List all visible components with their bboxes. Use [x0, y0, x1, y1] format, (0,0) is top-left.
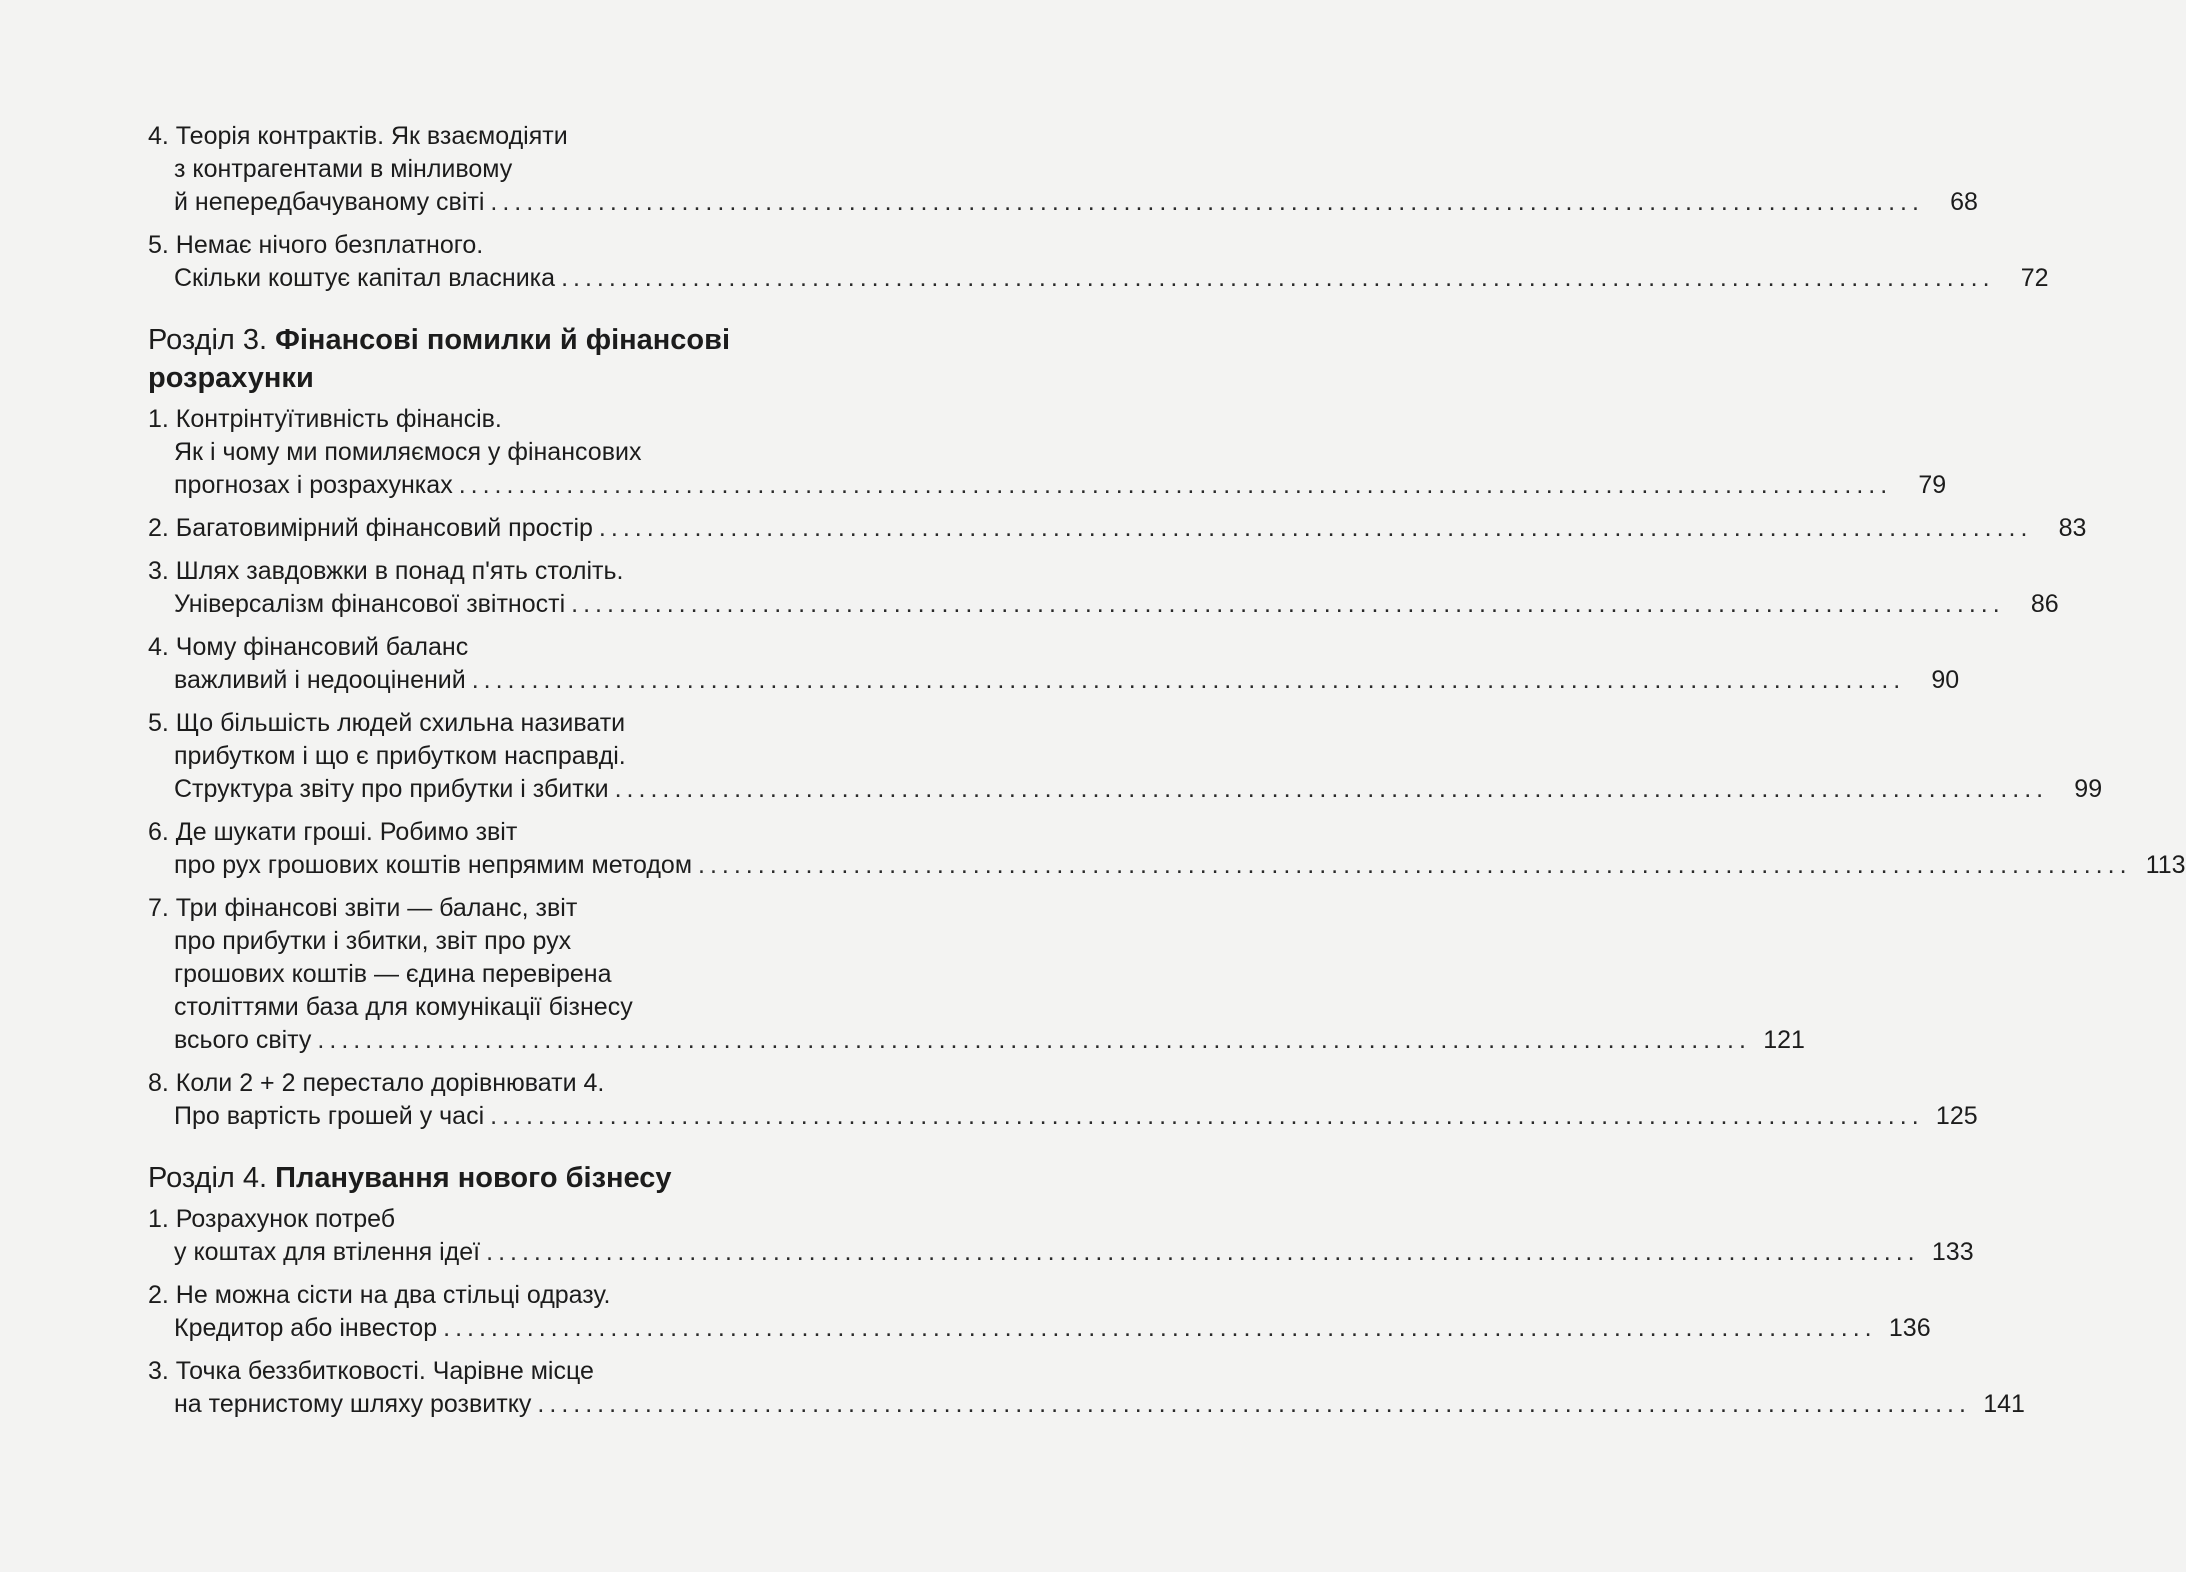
toc-entry-line	[148, 512, 2087, 545]
page-number: 79	[1918, 471, 1947, 499]
toc-entry-text: 2. Багатовимірний фінансовий простір	[148, 514, 593, 542]
toc-entry	[148, 1203, 1974, 1269]
toc-entry-text: Структура звіту про прибутки і збитки	[174, 775, 609, 803]
section-prefix: Розділ 3.	[148, 324, 268, 356]
toc-entry-line	[148, 631, 838, 664]
toc-entry-line	[148, 740, 838, 773]
toc-entry-text: 8. Коли 2 + 2 перестало дорівнювати 4.	[148, 1069, 605, 1097]
toc-entry-line	[148, 816, 838, 849]
toc-entry-line	[148, 1279, 838, 1312]
dot-leader: ........................................................................................................................	[614, 775, 2049, 803]
section-4-heading	[148, 1159, 838, 1197]
toc-entry-text: 5. Немає нічого безплатного.	[148, 231, 484, 259]
toc-entry-text: 3. Точка беззбитковості. Чарівне місце	[148, 1357, 594, 1385]
toc-entry-text: 2. Не можна сісти на два стільці одразу.	[148, 1281, 611, 1309]
toc-entry-line	[148, 436, 838, 469]
dot-leader: ........................................................................................................................	[490, 188, 1924, 216]
toc-entry-text: Універсалізм фінансової звітності	[174, 590, 566, 618]
toc-entry-line	[148, 469, 1947, 502]
toc-entry	[148, 555, 2059, 621]
page-number: 72	[2020, 264, 2049, 292]
toc-entry-line	[148, 991, 838, 1024]
toc-entry-text: важливий і недооцінений	[174, 666, 466, 694]
page-number: 125	[1935, 1102, 1978, 1130]
toc-entry-line	[148, 849, 2186, 882]
section-title: Планування нового бізнесу	[275, 1162, 672, 1194]
toc-entry-text: 4. Чому фінансовий баланс	[148, 633, 469, 661]
toc-entry-line	[148, 229, 838, 262]
toc-entry-text: Скільки коштує капітал власника	[174, 264, 556, 292]
toc-entry	[148, 892, 1805, 1057]
toc-entry	[148, 229, 2049, 295]
toc-entry	[148, 403, 1947, 502]
page-number: 90	[1931, 666, 1960, 694]
toc-entry-line	[148, 1203, 838, 1236]
dot-leader: ........................................................................................................................	[490, 1102, 1924, 1130]
toc-entry-text: 1. Контрінтуїтивність фінансів.	[148, 405, 502, 433]
toc-entry-line	[148, 555, 838, 588]
section-title: Фінансові помилки й фінансові	[275, 324, 731, 356]
page-number: 136	[1888, 1314, 1931, 1342]
toc-entry-line	[148, 664, 1960, 697]
toc-entry-text: прибутком і що є прибутком насправді.	[174, 742, 626, 770]
dot-leader: ........................................................................................................................	[486, 1238, 1920, 1266]
toc-entry-line	[148, 262, 2049, 295]
toc-entry-text: 3. Шлях завдовжки в понад п'ять століть.	[148, 557, 624, 585]
toc-entry	[148, 1067, 1978, 1133]
toc-entry	[148, 120, 1978, 219]
dot-leader: ........................................................................................................................	[698, 851, 2132, 879]
toc-entry-text: століттями база для комунікації бізнесу	[174, 993, 633, 1021]
toc-entry-text: з контрагентами в мінливому	[174, 155, 513, 183]
toc-entry-line	[148, 1067, 838, 1100]
section-4-entries	[148, 1203, 2025, 1421]
page-number: 113	[2145, 851, 2186, 879]
toc-entry-text: 5. Що більшість людей схильна називати	[148, 709, 626, 737]
toc-entry-text: й непередбачуваному світі	[174, 188, 485, 216]
toc-entry-text: 4. Теорія контрактів. Як взаємодіяти	[148, 122, 568, 150]
toc-entry	[148, 512, 2087, 545]
dot-leader: ........................................................................................................................	[317, 1026, 1751, 1054]
dot-leader: ........................................................................................................................	[537, 1390, 1971, 1418]
toc-entry	[148, 816, 2186, 882]
dot-leader: ........................................................................................................................	[458, 471, 1893, 499]
table-of-contents	[148, 120, 2186, 1431]
toc-entry-line	[148, 120, 838, 153]
toc-entry-line	[148, 403, 838, 436]
toc-entry-text: 6. Де шукати гроші. Робимо звіт	[148, 818, 518, 846]
toc-entry-text: прогнозах і розрахунках	[174, 471, 453, 499]
page-number: 133	[1931, 1238, 1974, 1266]
page-number: 68	[1950, 188, 1978, 216]
page-number: 141	[1983, 1390, 2025, 1418]
toc-entry-line	[148, 588, 2059, 621]
section-3-heading	[148, 321, 838, 397]
dot-leader: ........................................................................................................................	[471, 666, 1906, 694]
toc-entry-text: у коштах для втілення ідеї	[174, 1238, 481, 1266]
dot-leader: ........................................................................................................................	[561, 264, 1995, 292]
toc-entry	[148, 631, 1960, 697]
toc-entry-line	[148, 707, 838, 740]
dot-leader: ........................................................................................................................	[571, 590, 2005, 618]
toc-entry	[148, 707, 2103, 806]
toc-entry-line	[148, 1100, 1978, 1133]
toc-entry-line	[148, 925, 838, 958]
toc-entry-text: про рух грошових коштів непрямим методом	[174, 851, 693, 879]
toc-entry	[148, 1279, 1931, 1345]
toc-entry-line	[148, 186, 1978, 219]
toc-entry-line	[148, 892, 838, 925]
entries-top	[148, 120, 2049, 295]
toc-entry-line	[148, 1236, 1974, 1269]
section-3-entries	[148, 403, 2186, 1133]
dot-leader: ........................................................................................................................	[443, 1314, 1877, 1342]
toc-entry-line	[148, 958, 838, 991]
toc-entry	[148, 1355, 2025, 1421]
toc-entry-text: 1. Розрахунок потреб	[148, 1205, 396, 1233]
toc-entry-text: всього світу	[174, 1026, 312, 1054]
toc-entry-line	[148, 153, 838, 186]
toc-entry-line	[148, 1388, 2025, 1421]
toc-entry-text: на тернистому шляху розвитку	[174, 1390, 532, 1418]
toc-entry-text: Про вартість грошей у часі	[174, 1102, 485, 1130]
page-number: 83	[2058, 514, 2087, 542]
dot-leader: ........................................................................................................................	[598, 514, 2033, 542]
toc-entry-text: про прибутки і збитки, звіт про рух	[174, 927, 572, 955]
toc-entry-line	[148, 1355, 838, 1388]
section-prefix: Розділ 4.	[148, 1162, 268, 1194]
page-number: 99	[2074, 775, 2103, 803]
page-number: 121	[1763, 1026, 1805, 1054]
toc-entry-text: грошових коштів — єдина перевірена	[174, 960, 612, 988]
toc-entry-text: Як і чому ми помиляємося у фінансових	[174, 438, 642, 466]
section-title-cont: розрахунки	[148, 362, 314, 394]
toc-entry-text: Кредитор або інвестор	[174, 1314, 438, 1342]
toc-entry-line	[148, 773, 2103, 806]
page-number: 86	[2030, 590, 2059, 618]
toc-entry-line	[148, 1312, 1931, 1345]
toc-entry-line	[148, 1024, 1805, 1057]
toc-entry-text: 7. Три фінансові звіти — баланс, звіт	[148, 894, 578, 922]
